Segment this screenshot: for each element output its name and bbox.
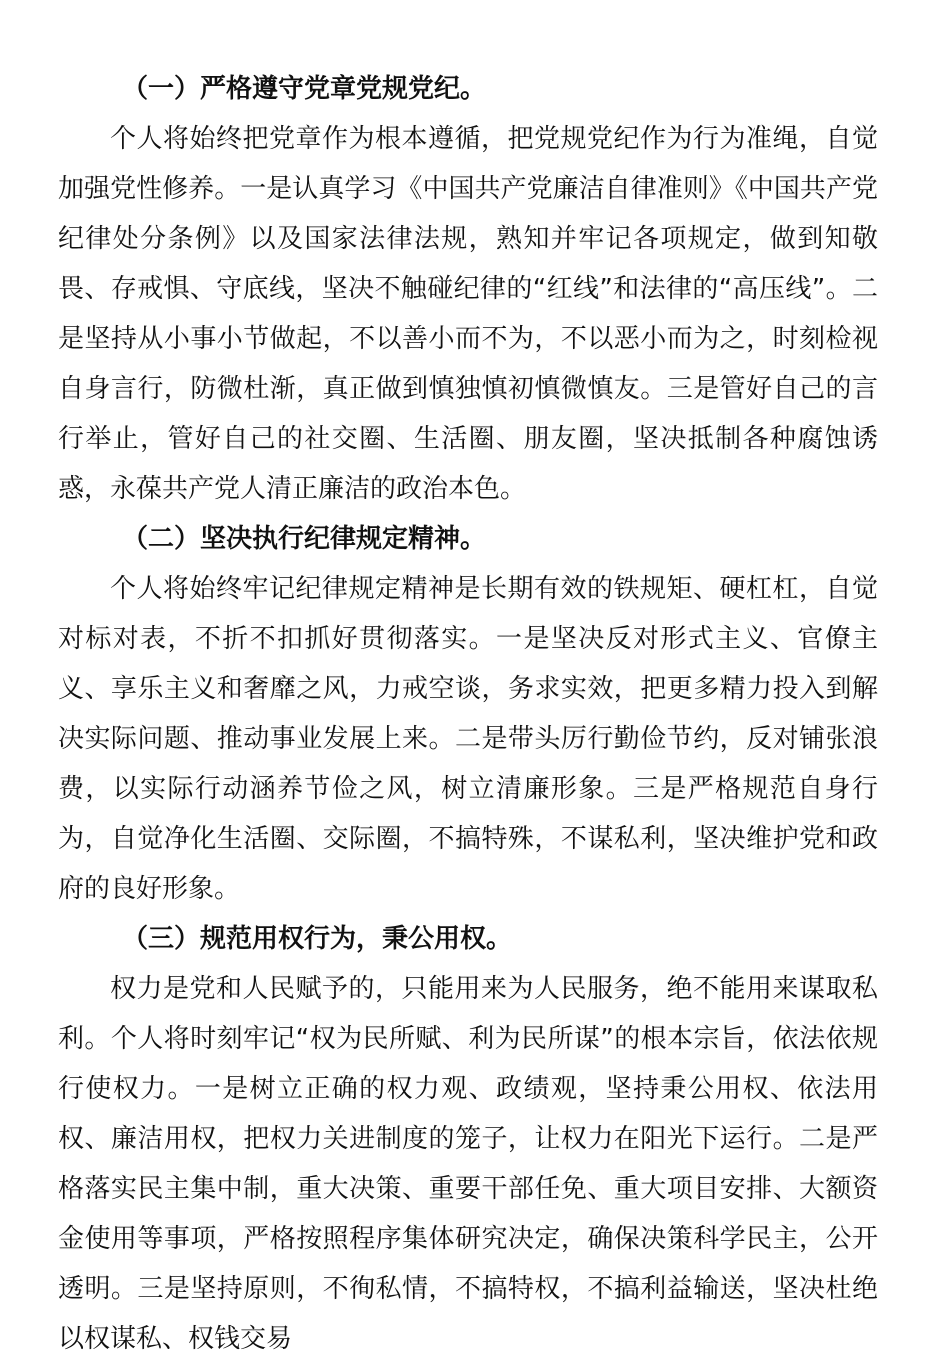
section-body-2: 个人将始终牢记纪律规定精神是长期有效的铁规矩、硬杠杠，自觉对标对表，不折不扣抓好贯彻落实。一是坚决反对形式主义、官僚主义、享乐主义和奢靡之风，力戒空谈，务求实效，把更多精力投入到解决实际问题、推动事业发展上来。二是带头厉行勤俭节约，反对铺张浪费，以实际行动涵养节俭之风，树立清廉形象。三是严格规范自身行为，自觉净化生活圈、交际圈，不搞特殊，不谋私利，坚决维护党和政府的良好形象。 bbox=[58, 574, 878, 904]
section-heading-2: （二）坚决执行纪律规定精神。 bbox=[122, 524, 487, 554]
document-page bbox=[58, 64, 878, 1364]
section-heading-3: （三）规范用权行为，秉公用权。 bbox=[122, 924, 513, 954]
section-body-1: 个人将始终把党章作为根本遵循，把党规党纪作为行为准绳，自觉加强党性修养。一是认真学习《中国共产党廉洁自律准则》《中国共产党纪律处分条例》以及国家法律法规，熟知并牢记各项规定，做到知敬畏、存戒惧、守底线，坚决不触碰纪律的“红线”和法律的“高压线”。二是坚持从小事小节做起，不以善小而不为，不以恶小而为之，时刻检视自身言行，防微杜渐，真正做到慎独慎初慎微慎友。三是管好自己的言行举止，管好自己的社交圈、生活圈、朋友圈，坚决抵制各种腐蚀诱惑，永葆共产党人清正廉洁的政治本色。 bbox=[58, 124, 878, 504]
section-body-3: 权力是党和人民赋予的，只能用来为人民服务，绝不能用来谋取私利。个人将时刻牢记“权为民所赋、利为民所谋”的根本宗旨，依法依规行使权力。一是树立正确的权力观、政绩观，坚持秉公用权、依法用权、廉洁用权，把权力关进制度的笼子，让权力在阳光下运行。二是严格落实民主集中制，重大决策、重要干部任免、重大项目安排、大额资金使用等事项，严格按照程序集体研究决定，确保决策科学民主，公开透明。三是坚持原则，不徇私情，不搞特权，不搞利益输送，坚决杜绝以权谋私、权钱交易 bbox=[58, 974, 878, 1354]
section-heading-1: （一）严格遵守党章党规党纪。 bbox=[122, 74, 487, 104]
